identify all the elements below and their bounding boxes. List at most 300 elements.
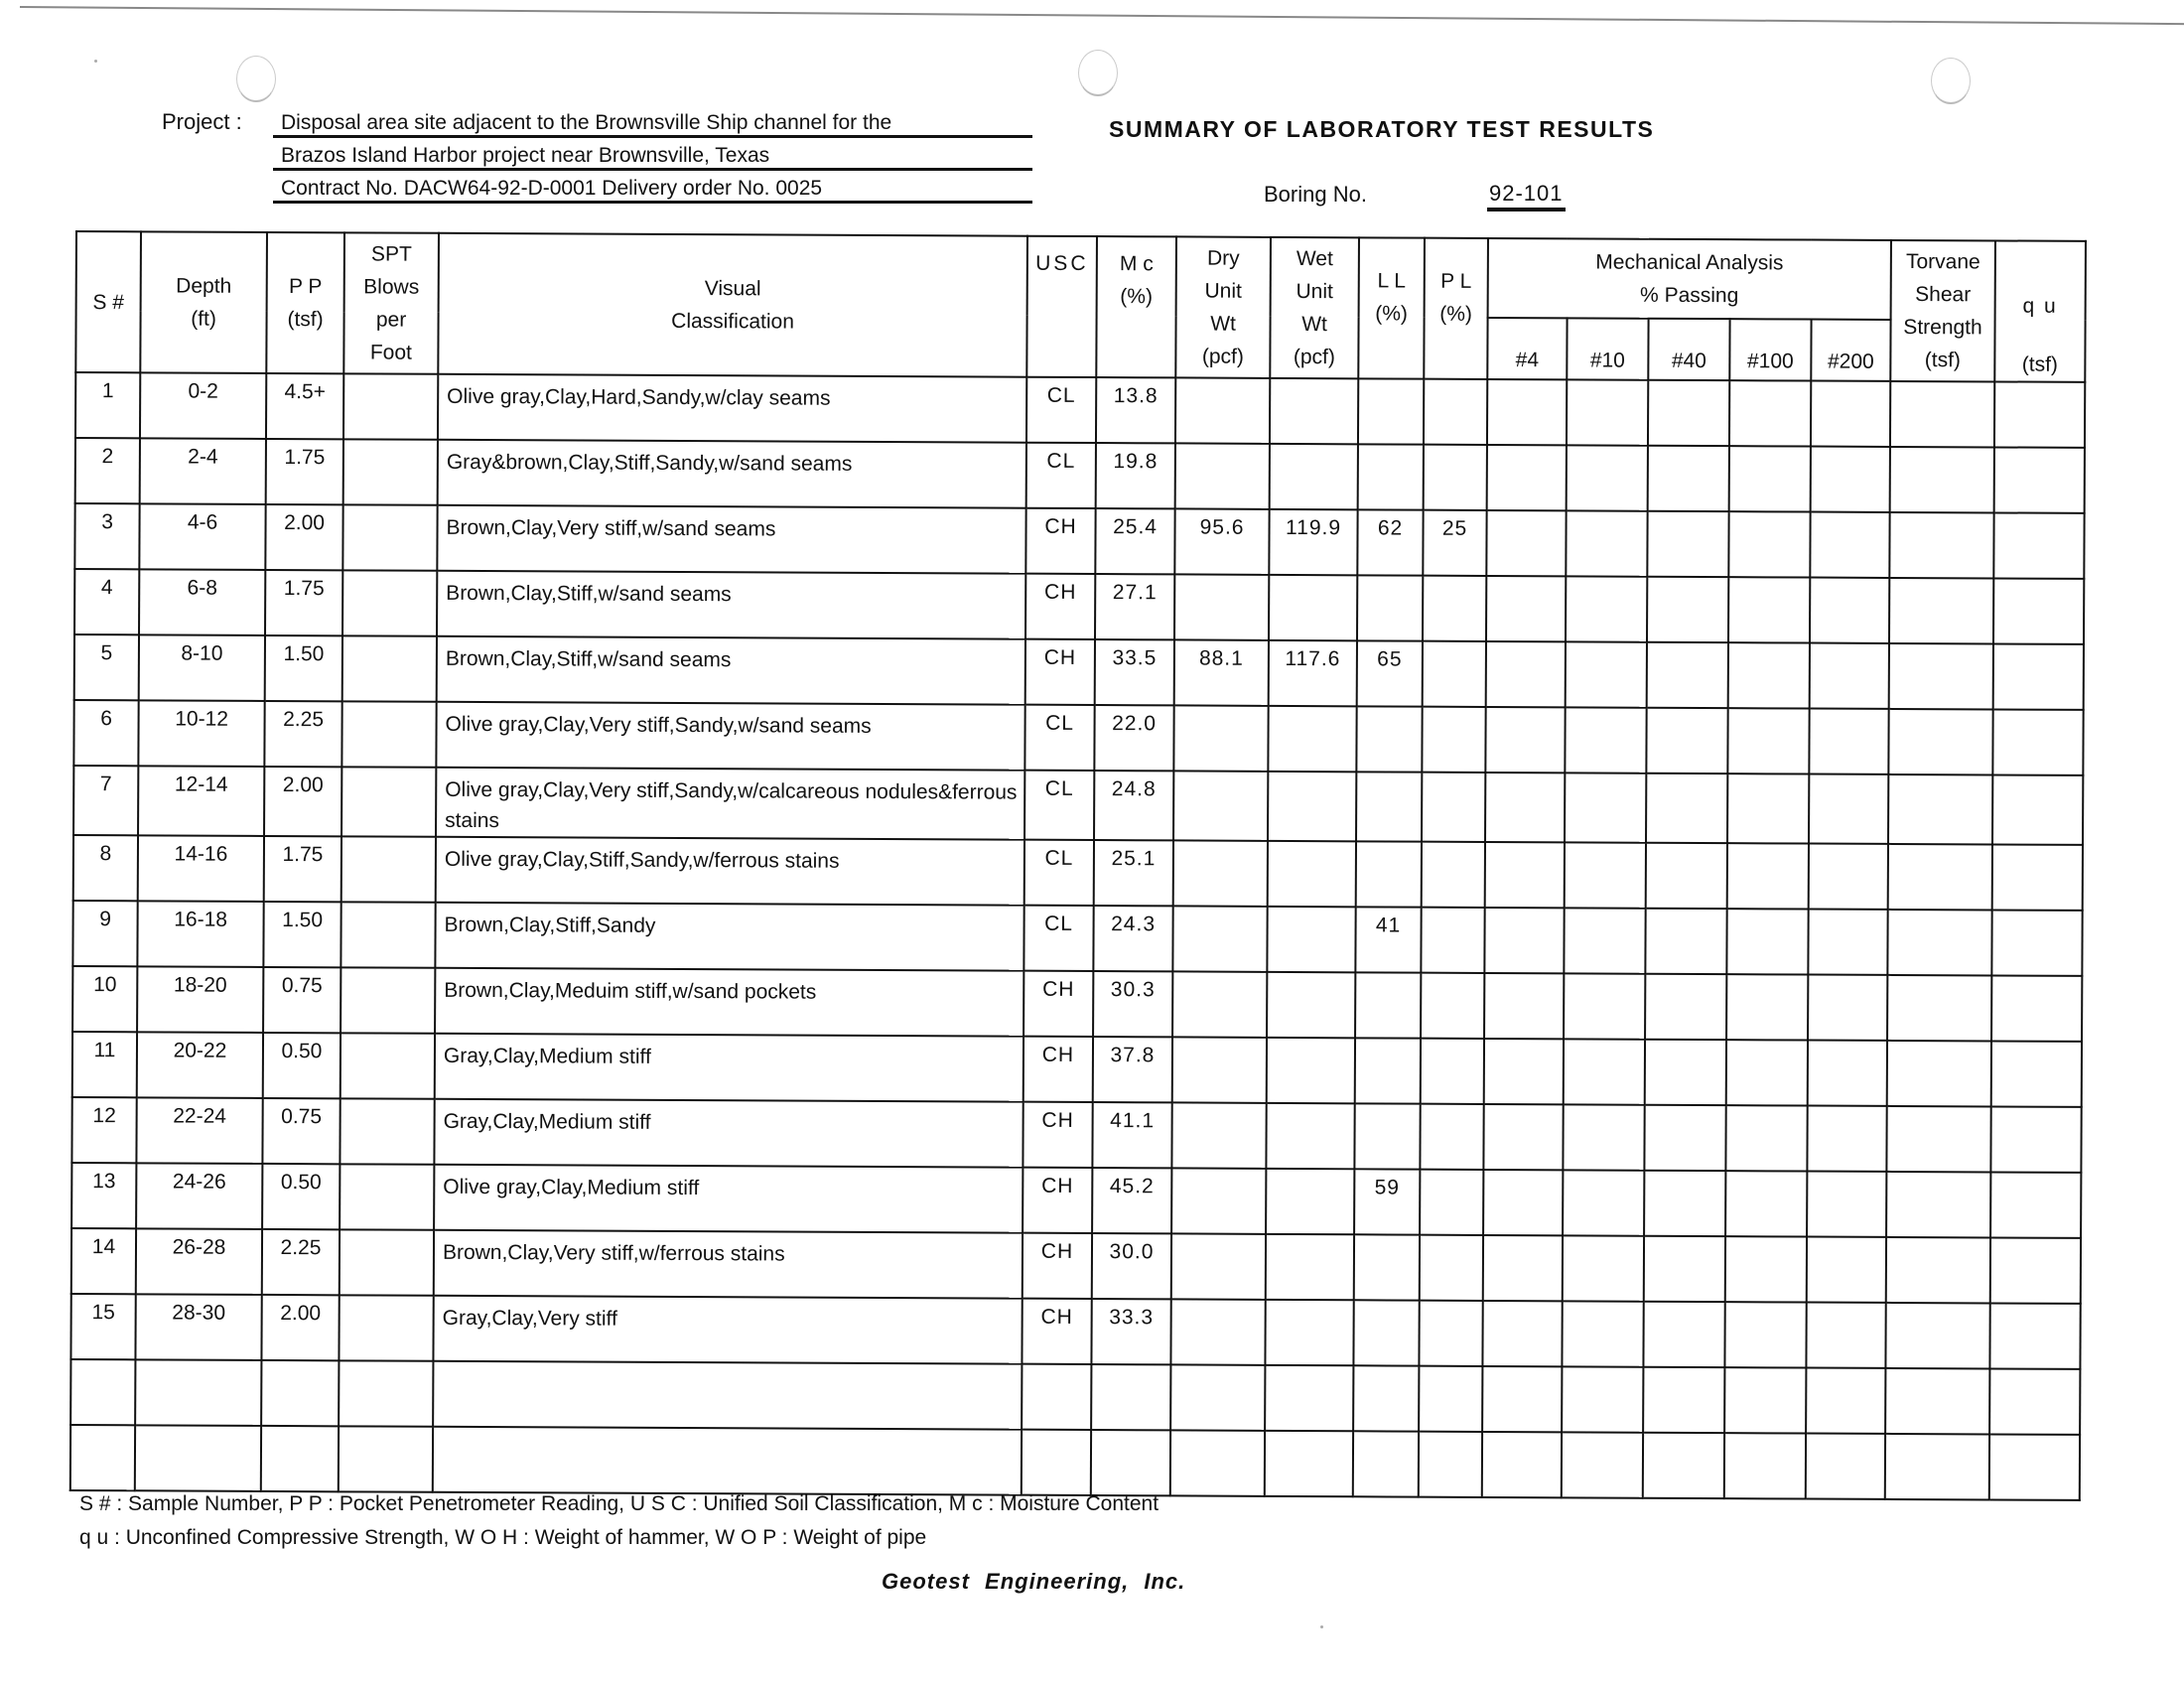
blank-cell (1482, 1432, 1562, 1497)
cell-sieve-200 (1810, 578, 1889, 643)
cell-sieve-200 (1809, 774, 1888, 844)
blank-cell (1643, 1367, 1724, 1433)
cell-pp: 2.25 (262, 1229, 340, 1295)
cell-ll: 62 (1357, 509, 1423, 575)
cell-mc: 30.3 (1093, 971, 1172, 1037)
cell-visual-classification: Brown,Clay,Very stiff,w/ferrous stains (434, 1230, 1023, 1299)
blank-cell (1353, 1365, 1419, 1431)
cell-visual-classification: Olive gray,Clay,Very stiff,Sandy,w/sand seams (436, 702, 1024, 771)
header-sample-number: S # (75, 231, 141, 372)
cell-wet-unit-wt (1268, 772, 1356, 841)
cell-sieve-40 (1646, 708, 1727, 774)
cell-mc: 27.1 (1095, 574, 1174, 639)
cell-depth: 12-14 (138, 766, 264, 836)
cell-pp: 1.75 (266, 439, 343, 504)
cell-spt (341, 701, 436, 767)
boring-number: 92-101 (1487, 181, 1566, 211)
cell-qu (1991, 975, 2082, 1041)
cell-mc: 22.0 (1094, 705, 1173, 771)
cell-sieve-4 (1484, 973, 1564, 1039)
blank-cell (1265, 1365, 1353, 1431)
blank-cell (1562, 1366, 1643, 1432)
cell-sample-number: 4 (74, 569, 139, 634)
cell-sieve-40 (1644, 1171, 1725, 1236)
cell-sieve-40 (1647, 577, 1728, 642)
table-row (72, 966, 2082, 1042)
cell-sieve-200 (1810, 512, 1889, 578)
header-sieve-200: #200 (1811, 320, 1890, 381)
header-mc: M c (%) (1096, 236, 1176, 377)
legend-line-1: S # : Sample Number, P P : Pocket Penetrometer Reading, U S C : Unified Soil Classification, M c : Moisture Content (79, 1492, 1160, 1515)
cell-usc: CL (1024, 771, 1094, 840)
cell-qu (1990, 1172, 2081, 1237)
cell-sample-number: 3 (74, 503, 139, 569)
cell-wet-unit-wt (1268, 841, 1356, 907)
cell-visual-classification: Olive gray,Clay,Hard,Sandy,w/clay seams (438, 374, 1026, 443)
cell-depth: 2-4 (140, 438, 266, 504)
table-row (73, 700, 2083, 775)
cell-sieve-10 (1563, 1235, 1644, 1301)
cell-sieve-100 (1728, 577, 1810, 642)
cell-depth: 26-28 (136, 1228, 262, 1295)
blank-cell (1419, 1432, 1482, 1497)
table-row (71, 1097, 2081, 1173)
cell-qu (1990, 1106, 2081, 1172)
cell-sieve-40 (1646, 774, 1727, 843)
cell-torvane (1886, 1106, 1990, 1173)
cell-sieve-40 (1643, 1302, 1724, 1367)
header-pp: P P (tsf) (266, 232, 344, 373)
cell-wet-unit-wt (1266, 1169, 1354, 1234)
cell-ll (1357, 575, 1423, 640)
blank-cell (1353, 1431, 1419, 1496)
cell-wet-unit-wt (1267, 1038, 1355, 1103)
cell-sample-number: 2 (75, 438, 140, 503)
cell-wet-unit-wt (1267, 907, 1355, 972)
cell-mc: 30.0 (1092, 1233, 1171, 1299)
cell-pl (1424, 379, 1487, 445)
cell-spt (343, 373, 438, 439)
header-dry-unit-wt: Dry Unit Wt (pcf) (1175, 236, 1271, 377)
cell-sieve-4 (1482, 1301, 1562, 1366)
cell-sieve-40 (1648, 446, 1729, 511)
cell-torvane (1889, 578, 1993, 644)
cell-sieve-4 (1483, 1170, 1563, 1235)
cell-sieve-100 (1725, 1171, 1807, 1236)
cell-sieve-100 (1727, 843, 1809, 909)
cell-pl (1422, 707, 1485, 773)
cell-sample-number: 9 (72, 901, 137, 966)
cell-ll: 41 (1355, 907, 1421, 972)
cell-spt (342, 504, 437, 570)
cell-usc: CH (1023, 1102, 1092, 1168)
header-wet-unit-wt: Wet Unit Wt (pcf) (1270, 237, 1359, 378)
cell-sample-number: 7 (73, 766, 138, 835)
cell-sieve-4 (1487, 445, 1567, 510)
cell-visual-classification: Brown,Clay,Meduim stiff,w/sand pockets (435, 968, 1024, 1037)
cell-sieve-200 (1807, 1237, 1886, 1303)
cell-pp: 1.50 (263, 902, 341, 967)
cell-pl (1420, 1104, 1483, 1170)
cell-sieve-4 (1484, 1039, 1564, 1104)
contract-line: Contract No. DACW64-92-D-0001 Delivery order No. 0025 (273, 174, 1032, 204)
cell-sieve-40 (1645, 1040, 1726, 1105)
cell-qu (1991, 1041, 2082, 1106)
cell-visual-classification: Brown,Clay,Stiff,w/sand seams (437, 636, 1025, 705)
blank-table-row (70, 1359, 2080, 1435)
cell-torvane (1885, 1303, 1989, 1369)
cell-pp: 2.00 (261, 1295, 339, 1360)
cell-visual-classification: Brown,Clay,Stiff,w/sand seams (437, 571, 1025, 639)
header-sieve-4: #4 (1487, 318, 1567, 379)
cell-spt (340, 1164, 434, 1229)
cell-ll: 59 (1354, 1169, 1420, 1234)
cell-sieve-4 (1486, 576, 1566, 641)
blank-cell (1482, 1366, 1562, 1432)
cell-spt (339, 1295, 433, 1360)
cell-mc: 24.3 (1093, 906, 1172, 971)
cell-torvane (1889, 643, 1993, 710)
cell-dry-unit-wt (1172, 906, 1267, 971)
blank-cell (1265, 1431, 1353, 1496)
cell-pl (1423, 576, 1486, 641)
cell-torvane (1887, 910, 1991, 976)
cell-sieve-200 (1807, 1172, 1886, 1237)
cell-sieve-100 (1725, 1105, 1807, 1171)
cell-wet-unit-wt: 117.6 (1269, 640, 1357, 706)
cell-sieve-100 (1727, 774, 1809, 843)
cell-dry-unit-wt: 88.1 (1174, 639, 1269, 705)
cell-spt (340, 1229, 434, 1295)
cell-pl (1419, 1301, 1482, 1366)
cell-sieve-200 (1808, 975, 1887, 1041)
blank-cell (1989, 1368, 2080, 1434)
cell-usc: CH (1025, 574, 1095, 639)
cell-sieve-10 (1565, 773, 1646, 842)
cell-spt (341, 836, 436, 902)
cell-mc: 25.1 (1094, 840, 1173, 906)
cell-sieve-10 (1563, 1104, 1644, 1170)
cell-sieve-200 (1809, 844, 1888, 910)
cell-sieve-4 (1485, 773, 1565, 842)
header-mechanical-analysis: Mechanical Analysis % Passing (1488, 238, 1891, 320)
cell-qu (1992, 774, 2083, 844)
punch-hole (1931, 58, 1971, 104)
cell-torvane (1886, 1237, 1990, 1304)
cell-torvane (1888, 774, 1992, 845)
cell-sieve-10 (1567, 445, 1648, 510)
cell-ll (1356, 772, 1422, 841)
table-row (73, 835, 2083, 911)
cell-sieve-100 (1726, 1040, 1808, 1105)
cell-qu (1990, 1237, 2081, 1303)
scan-speck (1320, 1625, 1323, 1628)
blank-cell (1091, 1430, 1170, 1495)
header-sieve-10: #10 (1567, 318, 1648, 379)
punch-hole (236, 56, 276, 102)
table-row (74, 503, 2084, 579)
cell-qu (1992, 709, 2083, 774)
blank-cell (135, 1425, 261, 1491)
cell-qu (1989, 1303, 2080, 1368)
cell-visual-classification: Olive gray,Clay,Medium stiff (434, 1165, 1023, 1233)
table-row (73, 766, 2083, 845)
blank-cell (1989, 1434, 2080, 1499)
cell-wet-unit-wt (1268, 706, 1356, 772)
cell-pp: 1.75 (265, 570, 342, 635)
cell-sieve-200 (1811, 447, 1890, 512)
cell-pp: 0.50 (263, 1033, 341, 1098)
cell-visual-classification: Gray,Clay,Medium stiff (435, 1034, 1024, 1102)
cell-sieve-4 (1483, 1104, 1563, 1170)
table-row (71, 1163, 2081, 1238)
cell-sieve-40 (1646, 843, 1727, 909)
project-label: Project : (162, 109, 242, 134)
cell-sieve-10 (1565, 707, 1646, 773)
cell-sample-number: 13 (71, 1163, 136, 1228)
cell-sieve-200 (1806, 1303, 1885, 1368)
blank-cell (339, 1360, 433, 1426)
cell-dry-unit-wt (1171, 1233, 1266, 1299)
cell-sieve-100 (1729, 380, 1811, 446)
cell-sieve-100 (1725, 1236, 1807, 1302)
table-row (72, 901, 2082, 976)
cell-sieve-40 (1645, 974, 1726, 1040)
cell-dry-unit-wt (1171, 1102, 1266, 1168)
blank-cell (433, 1427, 1022, 1495)
cell-pp: 1.50 (265, 635, 342, 701)
blank-table-row (70, 1425, 2080, 1500)
cell-pl: 25 (1423, 510, 1486, 576)
blank-cell (1091, 1364, 1170, 1430)
header-usc: USC (1026, 236, 1097, 377)
cell-sieve-100 (1728, 642, 1810, 708)
scan-speck (94, 60, 97, 63)
cell-visual-classification: Brown,Clay,Stiff,Sandy (435, 903, 1024, 971)
cell-dry-unit-wt (1174, 574, 1269, 639)
table-row (74, 569, 2084, 644)
header-torvane: Torvane Shear Strength (tsf) (1890, 240, 1995, 382)
blank-cell (1806, 1368, 1885, 1434)
cell-usc: CL (1024, 906, 1093, 971)
cell-visual-classification: Gray&brown,Clay,Stiff,Sandy,w/sand seams (438, 440, 1026, 508)
cell-wet-unit-wt (1270, 378, 1358, 444)
cell-ll (1353, 1300, 1419, 1365)
cell-mc: 33.5 (1095, 639, 1174, 705)
cell-depth: 14-16 (138, 835, 264, 902)
header-depth: Depth (ft) (140, 231, 267, 373)
cell-sieve-100 (1726, 974, 1808, 1040)
blank-cell (1170, 1364, 1265, 1430)
cell-spt (340, 1098, 434, 1164)
blank-cell (1022, 1364, 1091, 1430)
cell-dry-unit-wt (1172, 1037, 1267, 1102)
cell-qu (1992, 844, 2083, 910)
cell-spt (341, 967, 435, 1033)
cell-pl (1423, 641, 1486, 707)
cell-ll (1356, 706, 1422, 772)
cell-usc: CH (1024, 1037, 1093, 1102)
cell-sieve-40 (1645, 909, 1726, 974)
cell-usc: CL (1024, 840, 1094, 906)
cell-pl (1421, 1039, 1484, 1104)
company-name: Geotest Engineering, Inc. (882, 1569, 1186, 1594)
cell-sieve-10 (1563, 1170, 1644, 1235)
cell-sample-number: 15 (70, 1294, 135, 1359)
cell-torvane (1889, 512, 1993, 579)
table-row (75, 438, 2085, 513)
cell-sample-number: 10 (72, 966, 137, 1032)
cell-spt (342, 635, 437, 701)
header-spt: SPT Blows per Foot (343, 232, 439, 373)
cell-sieve-100 (1724, 1302, 1806, 1367)
cell-sieve-200 (1811, 381, 1890, 447)
table-row (71, 1228, 2081, 1304)
legend-line-2: q u : Unconfined Compressive Strength, W O H : Weight of hammer, W O P : Weight of pipe (79, 1526, 927, 1549)
cell-sieve-200 (1808, 910, 1887, 975)
blank-cell (1885, 1434, 1989, 1500)
cell-sieve-4 (1485, 842, 1565, 908)
cell-pl (1422, 773, 1485, 842)
cell-sieve-40 (1647, 642, 1728, 708)
cell-sieve-40 (1644, 1105, 1725, 1171)
header-pl: P L (%) (1424, 238, 1488, 379)
table-row (74, 634, 2084, 710)
cell-ll (1354, 1234, 1420, 1300)
cell-ll (1355, 972, 1421, 1038)
cell-sieve-40 (1648, 380, 1729, 446)
cell-pl (1421, 973, 1484, 1039)
table-row (72, 1032, 2082, 1107)
cell-sieve-200 (1807, 1106, 1886, 1172)
cell-qu (1993, 578, 2084, 643)
cell-visual-classification: Olive gray,Clay,Stiff,Sandy,w/ferrous stains (436, 837, 1024, 906)
cell-sieve-10 (1564, 908, 1645, 973)
cell-sieve-200 (1810, 643, 1889, 709)
cell-pp: 1.75 (264, 836, 341, 902)
cell-wet-unit-wt (1269, 575, 1357, 640)
cell-depth: 28-30 (135, 1294, 261, 1360)
cell-depth: 10-12 (138, 700, 264, 767)
cell-pl (1420, 1170, 1483, 1235)
cell-dry-unit-wt (1171, 1168, 1266, 1233)
cell-sample-number: 8 (73, 835, 138, 901)
scan-edge-line (20, 6, 2184, 25)
cell-torvane (1886, 1172, 1990, 1238)
table-row (70, 1294, 2080, 1369)
blank-cell (70, 1359, 135, 1425)
blank-cell (1724, 1367, 1806, 1433)
cell-dry-unit-wt (1172, 971, 1267, 1037)
cell-usc: CH (1023, 1233, 1092, 1299)
cell-sieve-100 (1726, 909, 1808, 974)
cell-pl (1424, 445, 1487, 510)
header-sieve-40: #40 (1648, 319, 1729, 380)
cell-wet-unit-wt (1266, 1103, 1354, 1169)
page-title: SUMMARY OF LABORATORY TEST RESULTS (1109, 116, 1655, 142)
cell-usc: CL (1024, 705, 1094, 771)
cell-pl (1420, 1235, 1483, 1301)
cell-usc: CH (1023, 1168, 1092, 1233)
punch-hole (1078, 50, 1118, 96)
cell-dry-unit-wt (1170, 1299, 1265, 1364)
blank-cell (1724, 1433, 1806, 1498)
table-row (75, 372, 2085, 448)
blank-cell (1419, 1366, 1482, 1432)
blank-cell (261, 1360, 339, 1426)
blank-cell (1170, 1430, 1265, 1495)
cell-ll (1356, 841, 1422, 907)
blank-cell (1885, 1368, 1989, 1435)
cell-ll (1358, 378, 1424, 444)
cell-spt (342, 570, 437, 635)
cell-torvane (1890, 447, 1994, 513)
cell-depth: 24-26 (136, 1163, 262, 1229)
header-sieve-100: #100 (1729, 319, 1811, 380)
cell-spt (341, 1033, 435, 1098)
blank-cell (433, 1361, 1022, 1430)
project-line-1: Disposal area site adjacent to the Brownsville Ship channel for the (273, 108, 1032, 138)
blank-cell (339, 1426, 433, 1491)
cell-qu (1994, 447, 2085, 512)
cell-pp: 0.75 (262, 1098, 340, 1164)
blank-cell (1806, 1434, 1885, 1499)
cell-mc: 41.1 (1092, 1102, 1171, 1168)
cell-depth: 8-10 (139, 634, 265, 701)
cell-ll (1355, 1038, 1421, 1103)
cell-dry-unit-wt (1175, 443, 1270, 508)
cell-sieve-200 (1809, 709, 1888, 774)
cell-ll: 65 (1357, 640, 1423, 706)
cell-ll (1354, 1103, 1420, 1169)
cell-sieve-100 (1727, 708, 1809, 774)
cell-qu (1994, 381, 2085, 447)
blank-cell (1022, 1430, 1091, 1495)
cell-mc: 25.4 (1095, 508, 1174, 574)
cell-usc: CH (1022, 1299, 1091, 1364)
blank-cell (261, 1426, 339, 1491)
cell-dry-unit-wt (1173, 771, 1268, 840)
cell-sieve-100 (1728, 511, 1810, 577)
table-body (70, 372, 2085, 1500)
cell-torvane (1887, 1041, 1991, 1107)
cell-mc: 37.8 (1093, 1037, 1172, 1102)
cell-sieve-10 (1566, 510, 1647, 576)
cell-sieve-4 (1485, 707, 1565, 773)
blank-cell (70, 1425, 135, 1490)
cell-mc: 33.3 (1091, 1299, 1170, 1364)
cell-visual-classification: Olive gray,Clay,Very stiff,Sandy,w/calcareous nodules&ferrous stains (436, 768, 1024, 840)
cell-mc: 13.8 (1096, 377, 1175, 443)
blank-cell (135, 1359, 261, 1426)
cell-sieve-10 (1566, 576, 1647, 641)
cell-pp: 4.5+ (266, 373, 343, 439)
cell-pp: 0.50 (262, 1164, 340, 1229)
cell-sieve-4 (1487, 379, 1567, 445)
cell-dry-unit-wt (1175, 377, 1270, 443)
cell-sieve-10 (1564, 1039, 1645, 1104)
cell-sample-number: 14 (71, 1228, 136, 1294)
cell-qu (1993, 512, 2084, 578)
cell-sieve-40 (1647, 511, 1728, 577)
cell-torvane (1887, 975, 1991, 1042)
cell-visual-classification: Gray,Clay,Medium stiff (434, 1099, 1023, 1168)
cell-torvane (1890, 381, 1994, 448)
cell-depth: 0-2 (140, 372, 266, 439)
cell-sample-number: 5 (74, 634, 139, 700)
cell-dry-unit-wt: 95.6 (1174, 508, 1269, 574)
cell-mc: 45.2 (1092, 1168, 1171, 1233)
